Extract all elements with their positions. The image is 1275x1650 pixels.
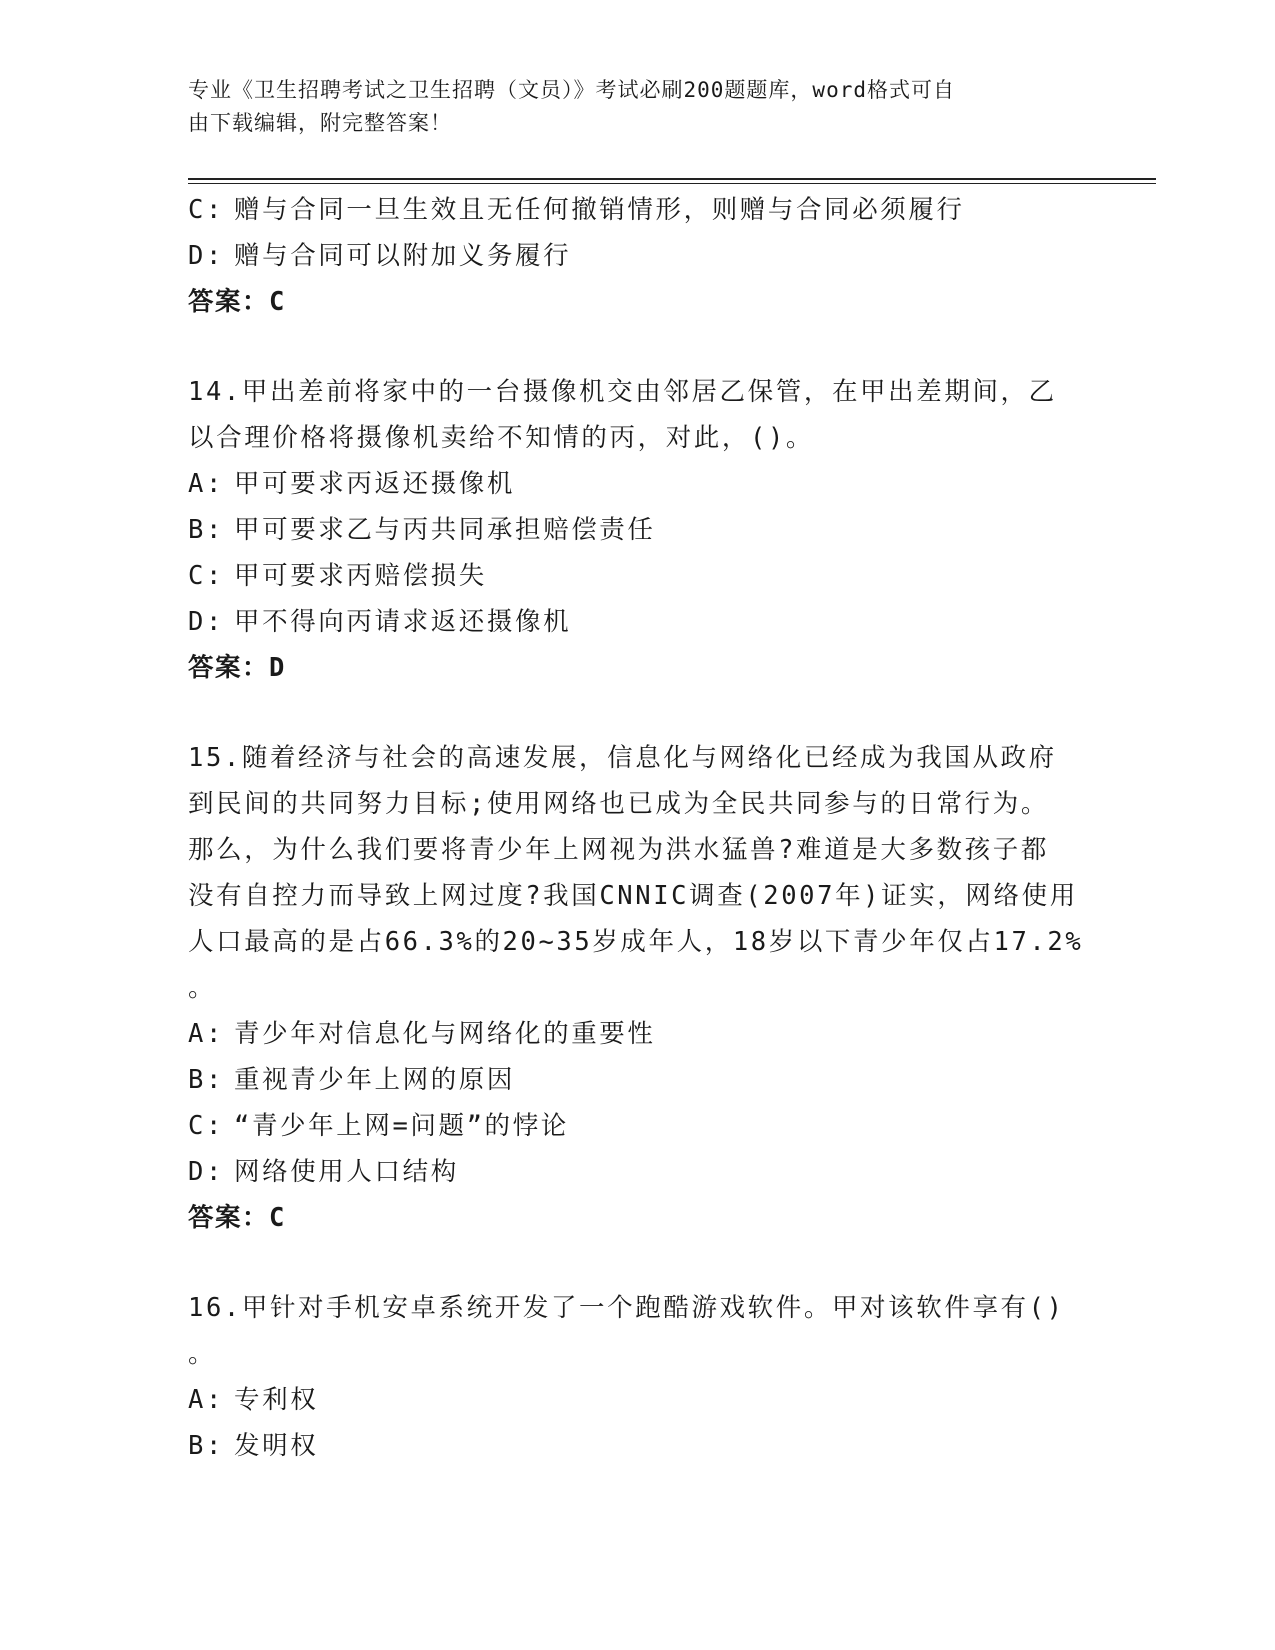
option-d xyxy=(188,233,1088,279)
option-label: C: xyxy=(188,561,224,591)
option-label: C: xyxy=(188,195,224,225)
question-content xyxy=(188,187,1088,1469)
option-label: B: xyxy=(188,1431,224,1461)
option-text: 甲不得向丙请求返还摄像机 xyxy=(234,607,572,637)
option-a xyxy=(188,461,1088,507)
option-label: A: xyxy=(188,1019,224,1049)
option-d xyxy=(188,599,1088,645)
option-label: D: xyxy=(188,1157,224,1187)
question-text-line: 人口最高的是占66.3%的20~35岁成年人，18岁以下青少年仅占17.2% xyxy=(188,927,1084,957)
page-header xyxy=(188,74,1068,140)
option-b xyxy=(188,1057,1088,1103)
option-text: 专利权 xyxy=(234,1385,319,1415)
spacer xyxy=(188,1241,1088,1285)
option-label: B: xyxy=(188,515,224,545)
question-text-line: 14.甲出差前将家中的一台摄像机交由邻居乙保管，在甲出差期间，乙 xyxy=(188,377,1057,407)
question-text-line: 到民间的共同努力目标;使用网络也已成为全民共同参与的日常行为。 xyxy=(188,789,1049,819)
option-text: “青少年上网=问题”的悖论 xyxy=(234,1111,569,1141)
question-text xyxy=(188,735,1088,1011)
option-label: D: xyxy=(188,607,224,637)
question-14 xyxy=(188,369,1088,691)
option-text: 重视青少年上网的原因 xyxy=(234,1065,516,1095)
option-b xyxy=(188,1423,1088,1469)
option-b xyxy=(188,507,1088,553)
question-text-line: 。 xyxy=(188,973,217,1003)
question-text xyxy=(188,1285,1088,1377)
option-text: 甲可要求丙返还摄像机 xyxy=(234,469,516,499)
option-label: A: xyxy=(188,1385,224,1415)
spacer xyxy=(188,325,1088,369)
header-line-1: 专业《卫生招聘考试之卫生招聘（文员）》考试必刷200题题库，word格式可自 xyxy=(188,78,955,102)
option-text: 发明权 xyxy=(234,1431,319,1461)
option-c xyxy=(188,553,1088,599)
question-15 xyxy=(188,735,1088,1241)
option-label: C: xyxy=(188,1111,224,1141)
option-label: D: xyxy=(188,241,224,271)
question-text-line: 以合理价格将摄像机卖给不知情的丙，对此，()。 xyxy=(188,423,815,453)
option-text: 青少年对信息化与网络化的重要性 xyxy=(234,1019,656,1049)
question-text-line: 。 xyxy=(188,1339,217,1369)
question-text xyxy=(188,369,1088,461)
question-text-line: 那么，为什么我们要将青少年上网视为洪水猛兽?难道是大多数孩子都 xyxy=(188,835,1049,865)
question-text-line: 15.随着经济与社会的高速发展，信息化与网络化已经成为我国从政府 xyxy=(188,743,1057,773)
header-line-2: 由下载编辑，附完整答案！ xyxy=(188,111,452,135)
option-text: 甲可要求乙与丙共同承担赔偿责任 xyxy=(234,515,656,545)
option-c xyxy=(188,187,1088,233)
option-label: B: xyxy=(188,1065,224,1095)
option-c xyxy=(188,1103,1088,1149)
prev-question-block xyxy=(188,187,1088,325)
answer-line: 答案：D xyxy=(188,653,286,683)
header-divider xyxy=(188,178,1156,184)
option-text: 赠与合同一旦生效且无任何撤销情形，则赠与合同必须履行 xyxy=(234,195,965,225)
option-a xyxy=(188,1377,1088,1423)
spacer xyxy=(188,691,1088,735)
answer-line: 答案：C xyxy=(188,1203,286,1233)
option-text: 网络使用人口结构 xyxy=(234,1157,459,1187)
option-label: A: xyxy=(188,469,224,499)
option-text: 赠与合同可以附加义务履行 xyxy=(234,241,572,271)
option-a xyxy=(188,1011,1088,1057)
answer-line: 答案：C xyxy=(188,287,286,317)
option-d xyxy=(188,1149,1088,1195)
question-text-line: 没有自控力而导致上网过度?我国CNNIC调查(2007年)证实，网络使用 xyxy=(188,881,1078,911)
option-text: 甲可要求丙赔偿损失 xyxy=(234,561,487,591)
question-16 xyxy=(188,1285,1088,1469)
question-text-line: 16.甲针对手机安卓系统开发了一个跑酷游戏软件。甲对该软件享有() xyxy=(188,1293,1065,1323)
